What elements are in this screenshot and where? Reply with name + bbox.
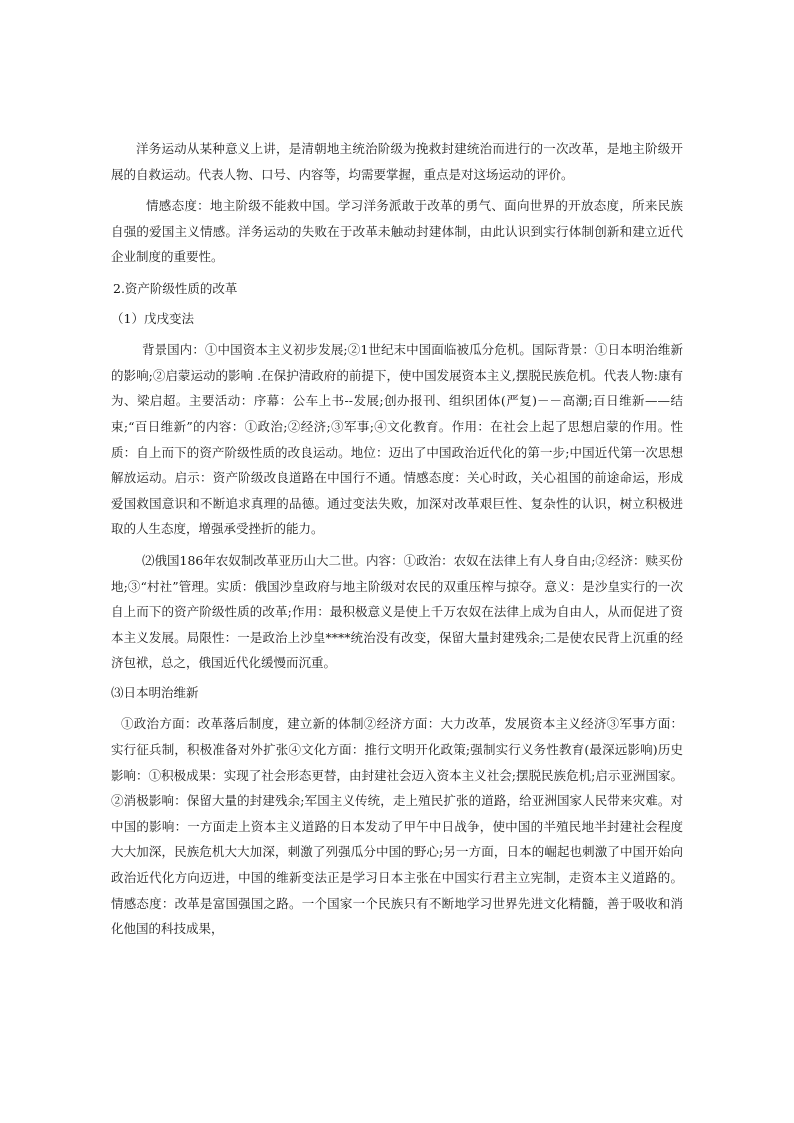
subsection-heading-japan: ⑶日本明治维新	[111, 684, 199, 700]
wuxu-paragraph: 背景国内：①中国资本主义初步发展;②1世纪末中国面临被瓜分危机。国际背景：①日本明治维新的影响;②启蒙运动的影响 .在保护清政府的前提下，使中国发展资本主义,摆脱民族危机。代表人物:康有为、梁启超。主要活动：序幕：公车上书--发展;创办报刊、组织团体(严复)－－高潮;百日维新——结束;“百日维新”的内容：①政治;②经济;③军事;④文化教育。作用：在社会上起了思想启蒙的作用。性质：自上而下的资产阶级性质的改良运动。地位：迈出了中国政治近代化的第一步;中国近代第一次思想解放运动。启示：资产阶级改良道路在中国行不通。情感态度：关心时政，关心祖国的前途命运，形成爱国救国意识和不断追求真理的品德。通过变法失败，加深对改革艰巨性、复杂性的认识，树立积极进取的人生态度，增强承受挫折的能力。	[111, 342, 683, 537]
subsection-heading-wuxu: （1）戊戌变法	[111, 310, 194, 326]
attitude-paragraph: 情感态度：地主阶级不能救中国。学习洋务派敢于改革的勇气、面向世界的开放态度，所来民族自强的爱国主义情感。洋务运动的失败在于改革未触动封建体制，由此认识到实行体制创新和建立近代企业制度的重要性。	[111, 198, 683, 265]
intro-paragraph: 洋务运动从某种意义上讲，是清朝地主统治阶级为挽救封建统治而进行的一次改革，是地主阶级开展的自救运动。代表人物、口号、内容等，均需要掌握，重点是对这场运动的评价。	[111, 141, 683, 182]
russia-paragraph: ⑵俄国186年农奴制改革亚历山大二世。内容：①政治：农奴在法律上有人身自由;②经济：赎买份地;③“村社”管理。实质：俄国沙皇政府与地主阶级对农民的双重压榨与掠夺。意义：是沙皇实行的一次自上而下的资产阶级性质的改革;作用：最积极意义是使上千万农奴在法律上成为自由人，从而促进了资本主义发展。局限性：一是政治上沙皇****统治没有改变，保留大量封建残余;二是使农民背上沉重的经济包袱，总之，俄国近代化缓慢而沉重。	[111, 552, 683, 671]
japan-paragraph: ①政治方面：改革落后制度，建立新的体制②经济方面：大力改革，发展资本主义经济③军事方面：实行征兵制，积极准备对外扩张④文化方面：推行文明开化政策;强制实行义务性教育(最深远影响)历史影响：①积极成果：实现了社会形态更替，由封建社会迈入资本主义社会;摆脱民族危机;启示亚洲国家。②消极影响：保留大量的封建残余;军国主义传统，走上殖民扩张的道路，给亚洲国家人民带来灾难。对中国的影响：一方面走上资本主义道路的日本发动了甲午中日战争，使中国的半殖民地半封建社会程度大大加深，民族危机大大加深，刺激了列强瓜分中国的野心;另一方面，日本的崛起也刺激了中国开始向政治近代化方向迈进，中国的维新变法正是学习日本主张在中国实行君主立宪制，走资本主义道路的。情感态度：改革是富国强国之路。一个国家一个民族只有不断地学习世界先进文化精髓，善于吸收和消化他国的科技成果，	[111, 716, 683, 937]
document-body	[111, 136, 683, 942]
section-heading-bourgeois-reform: 2.资产阶级性质的改革	[113, 280, 238, 296]
